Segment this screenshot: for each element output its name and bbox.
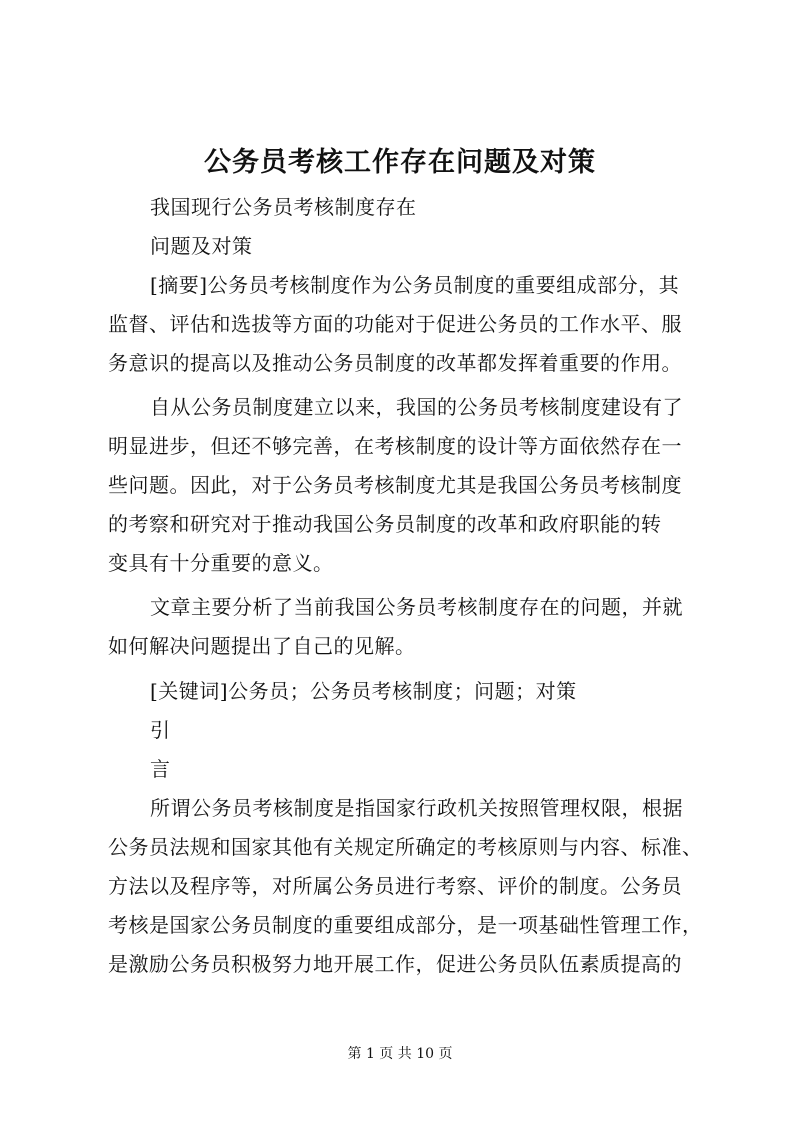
text-line: 所谓公务员考核制度是指国家行政机关按照管理权限，根据 xyxy=(150,796,683,820)
text-line: 自从公务员制度建立以来，我国的公务员考核制度建设有了 xyxy=(150,395,683,419)
text-line: 是激励公务员积极努力地开展工作，促进公务员队伍素质提高的 xyxy=(108,952,682,976)
text-line: [摘要]公务员考核制度作为公务员制度的重要组成部分，其 xyxy=(150,273,680,297)
text-line: 言 xyxy=(150,757,171,781)
text-line: 问题及对策 xyxy=(150,234,253,258)
text-line: 考核是国家公务员制度的重要组成部分，是一项基础性管理工作， xyxy=(108,913,703,937)
text-line: 变具有十分重要的意义。 xyxy=(108,551,334,575)
text-line: 引 xyxy=(150,718,171,742)
text-line: 明显进步，但还不够完善，在考核制度的设计等方面依然存在一 xyxy=(108,434,682,458)
text-line: 些问题。因此，对于公务员考核制度尤其是我国公务员考核制度 xyxy=(108,473,682,497)
text-line: 如何解决问题提出了自己的见解。 xyxy=(108,634,416,658)
page-footer: 第 1 页 共 10 页 xyxy=(347,1046,453,1062)
text-line: 的考察和研究对于推动我国公务员制度的改革和政府职能的转 xyxy=(108,512,662,536)
text-line: [关键词]公务员；公务员考核制度；问题；对策 xyxy=(150,679,577,703)
text-line: 监督、评估和选拔等方面的功能对于促进公务员的工作水平、服 xyxy=(108,312,682,336)
text-line: 方法以及程序等，对所属公务员进行考察、评价的制度。公务员 xyxy=(108,874,682,898)
text-line: 我国现行公务员考核制度存在 xyxy=(150,195,417,219)
text-line: 文章主要分析了当前我国公务员考核制度存在的问题，并就 xyxy=(150,595,683,619)
text-line: 务意识的提高以及推动公务员制度的改革都发挥着重要的作用。 xyxy=(108,351,682,375)
document-title: 公务员考核工作存在问题及对策 xyxy=(204,147,596,178)
text-line: 公务员法规和国家其他有关规定所确定的考核原则与内容、标准、 xyxy=(108,835,703,859)
